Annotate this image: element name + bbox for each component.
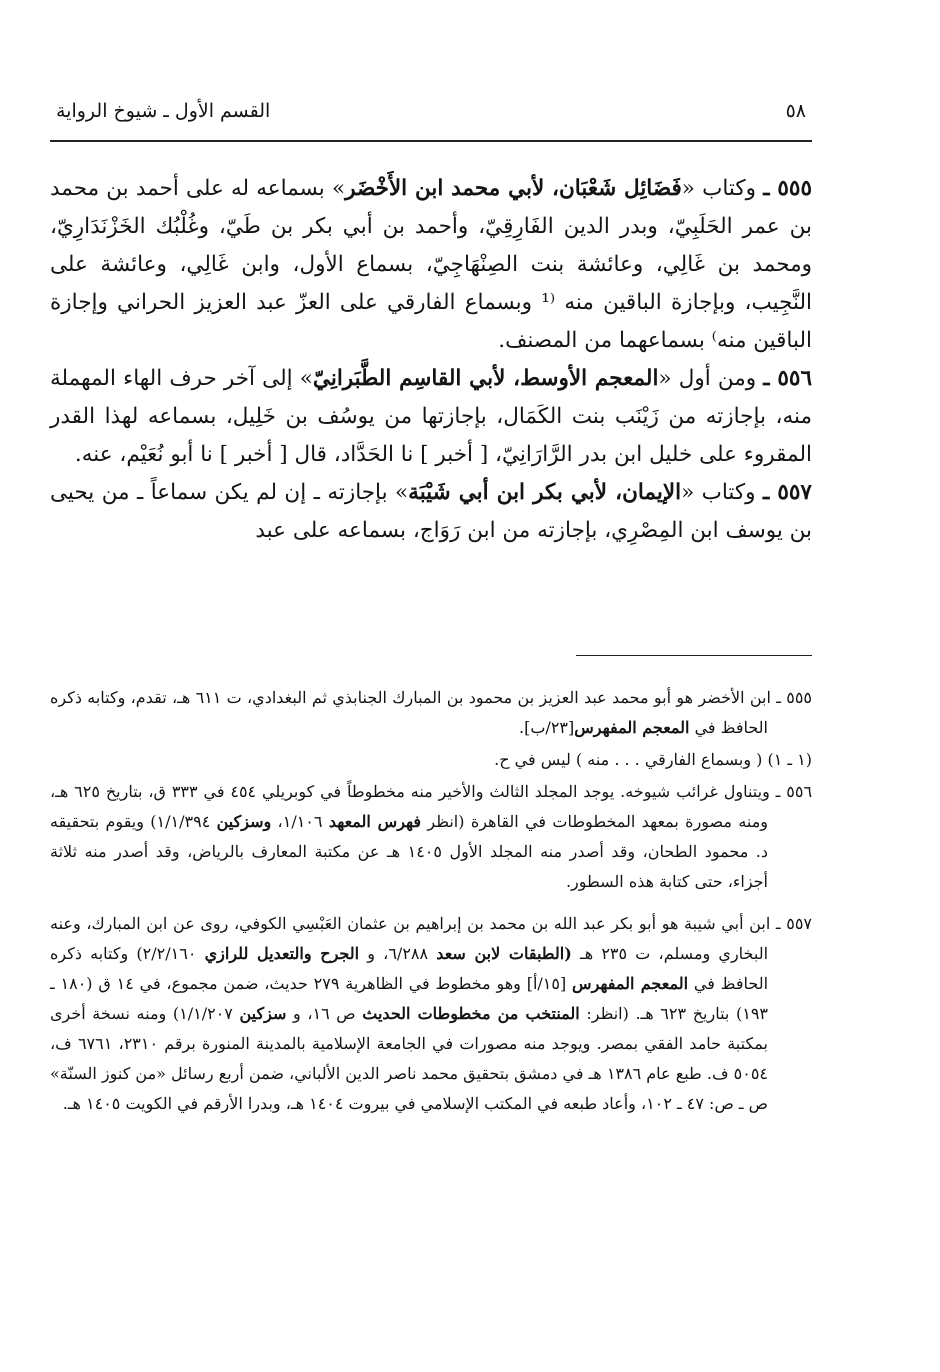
section-title: القسم الأول ـ شيوخ الرواية	[56, 100, 271, 122]
entry-text: » بإجازته ـ إن لم يكن سماعاً ـ من يحيى بن يوسف ابن المِصْرِي، بإجازته من ابن رَوَاج، بسماعه على عبد	[50, 480, 812, 543]
footnote-text: ٥٥٥ ـ ابن الأخضر هو أبو محمد عبد العزيز بن محمود بن المبارك الجنابذي ثم البغدادي، ت ٦١١ هـ، تقدم، وكتابه ذكره الحافظ في	[50, 688, 812, 737]
footnote-text: ١/١٠٦،	[271, 812, 329, 831]
footnote-text: ٥٥٦ ـ ويتناول غرائب شيوخه. يوجد المجلد الثالث والأخير منه مخطوطاً في كوبريلي ٤٥٤ في ٣٣٣ ق، بتاريخ ٦٢٥ هـ، ومنه مصورة بمعهد المخطوطات في القاهرة (انظر	[50, 782, 813, 831]
footnote-text: ٦/٢٨٨، و	[359, 944, 437, 963]
entry-557	[50, 474, 812, 550]
footnote-text: ٢/٢/١٦٠) وكتابه ذكره الحافظ في	[50, 944, 769, 993]
footnote-text: [١٥/أ] وهو مخطوط في الظاهرية ٢٧٩ حديث، ضمن مجموع، في ١٤ ق (١٨٠ ـ ١٩٣) بتاريخ ٦٢٣ هـ. (انظر:	[50, 974, 768, 1023]
entry-text: » بسماعه له على أحمد بن محمد بن عمر الحَلَبِيّ، وبدر الدين الفَارِقِيّ، وأحمد بن أبي بكر بن طَيّ، وغُلْبُك الخَزْنَدَارِيّ، ومحمد بن غَالِي، وعائشة بنت الصِنْهَاجِيّ، بسماع الأول، وابن غَالِي، وعائشة على النَّجِيب، وبإجازة الباقين منه ⁽¹ وبسماع الفارقي على العزّ عبد العزيز الحراني وإجازة الباقين منه⁾ بسماعهما من المصنف.	[50, 176, 812, 353]
entry-number: ٥٥٥ ـ	[763, 176, 812, 201]
page-number: ٥٨	[785, 100, 806, 122]
footnotes	[50, 683, 812, 1119]
footnote-bold: المعجم المفهرس	[574, 718, 690, 737]
main-text	[50, 170, 812, 550]
footnote-bold: المنتخب من مخطوطات الحديث	[362, 1004, 580, 1023]
footnote-separator	[576, 655, 812, 656]
footnote-text: ١/١/٢٠٧) ومنه نسخة أخرى بمكتبة حامد الفقي بمصر. ويوجد منه مصورات في الجامعة الإسلامية بالمدينة المنورة برقم ٢٣١٠، ٦٧٦١ ف، ٥٠٥٤ ف. طبع عام ١٣٨٦ هـ في دمشق بتحقيق محمد ناصر الدين الألباني، ضمن أربع رسائل «من كنوز السنّة» ص ـ ص: ٤٧ ـ ١٠٢، وأعاد طبعه في المكتب الإسلامي في بيروت ١٤٠٤ هـ، وبدرا الأرقم في الكويت ١٤٠٥ هـ.	[50, 1004, 769, 1113]
entry-text: » إلى آخر حرف الهاء المهملة منه، بإجازته من زَيْنَب بنت الكَمَال، بإجازتها من يوسُف بن خَلِيل، بسماعه لهذا القدر المقروء على خليل ابن بدر الرَّارَانِيّ، [ أخبر ] نا الحَدَّاد، قال [ أخبر ] نا أبو نُعَيْم، عنه.	[50, 366, 812, 467]
header-rule	[50, 140, 812, 142]
book-title: الإيمان، لأبي بكر ابن أبي شَيْبَة	[408, 480, 682, 505]
entry-556	[50, 360, 812, 474]
footnote-bold: الجرح والتعديل للرازي	[204, 944, 360, 963]
footnote-bold: سزكين	[239, 1004, 287, 1023]
footnote-text: ص ١٦، و	[286, 1004, 363, 1023]
footnote-bold: فهرس المعهد	[328, 812, 422, 831]
entry-text: ومن أول «	[658, 366, 764, 391]
footnote-text: [٢٣/ب].	[519, 718, 575, 737]
entry-number: ٥٥٦ ـ	[763, 366, 812, 391]
running-header	[50, 96, 812, 130]
entry-number: ٥٥٧ ـ	[762, 480, 812, 505]
entry-text: وكتاب «	[681, 480, 763, 505]
footnote-557	[50, 909, 812, 1119]
footnote-bold: (الطبقات لابن سعد	[436, 944, 572, 963]
footnote-bold: المعجم المفهرس	[572, 974, 689, 993]
footnote-556	[50, 777, 812, 897]
book-title: المعجم الأوسط، لأبي القاسِم الطَّبَرانِيّ	[312, 366, 659, 391]
footnote-555	[50, 683, 812, 743]
footnote-text: ١/١/٣٩٤) ويقوم بتحقيقه د. محمود الطحان، وقد أصدر منه المجلد الأول ١٤٠٥ هـ عن مكتبة المعارف بالرياض، وقد أصدر منه ثلاثة أجزاء، حتى كتابة هذه السطور.	[50, 812, 769, 891]
book-title: فَضَائِل شَعْبَان، لأبي محمد ابن الأَخْضَر	[345, 176, 682, 201]
entry-555	[50, 170, 812, 360]
entry-text: وكتاب «	[681, 176, 764, 201]
footnote-text: ٥٥٧ ـ ابن أبي شيبة هو أبو بكر عبد الله بن محمد بن إبراهيم بن عثمان العَبْسِي الكوفي، روى عن ابن المبارك، وعنه البخاري ومسلم، ت ٢٣٥ هـ	[50, 914, 812, 963]
footnote-555-variant: (١ ـ ١) ( وبسماع الفارقي . . . منه ) ليس في ح.	[494, 750, 812, 769]
footnote-bold: وسزكين	[216, 812, 272, 831]
document-page	[50, 0, 812, 1372]
